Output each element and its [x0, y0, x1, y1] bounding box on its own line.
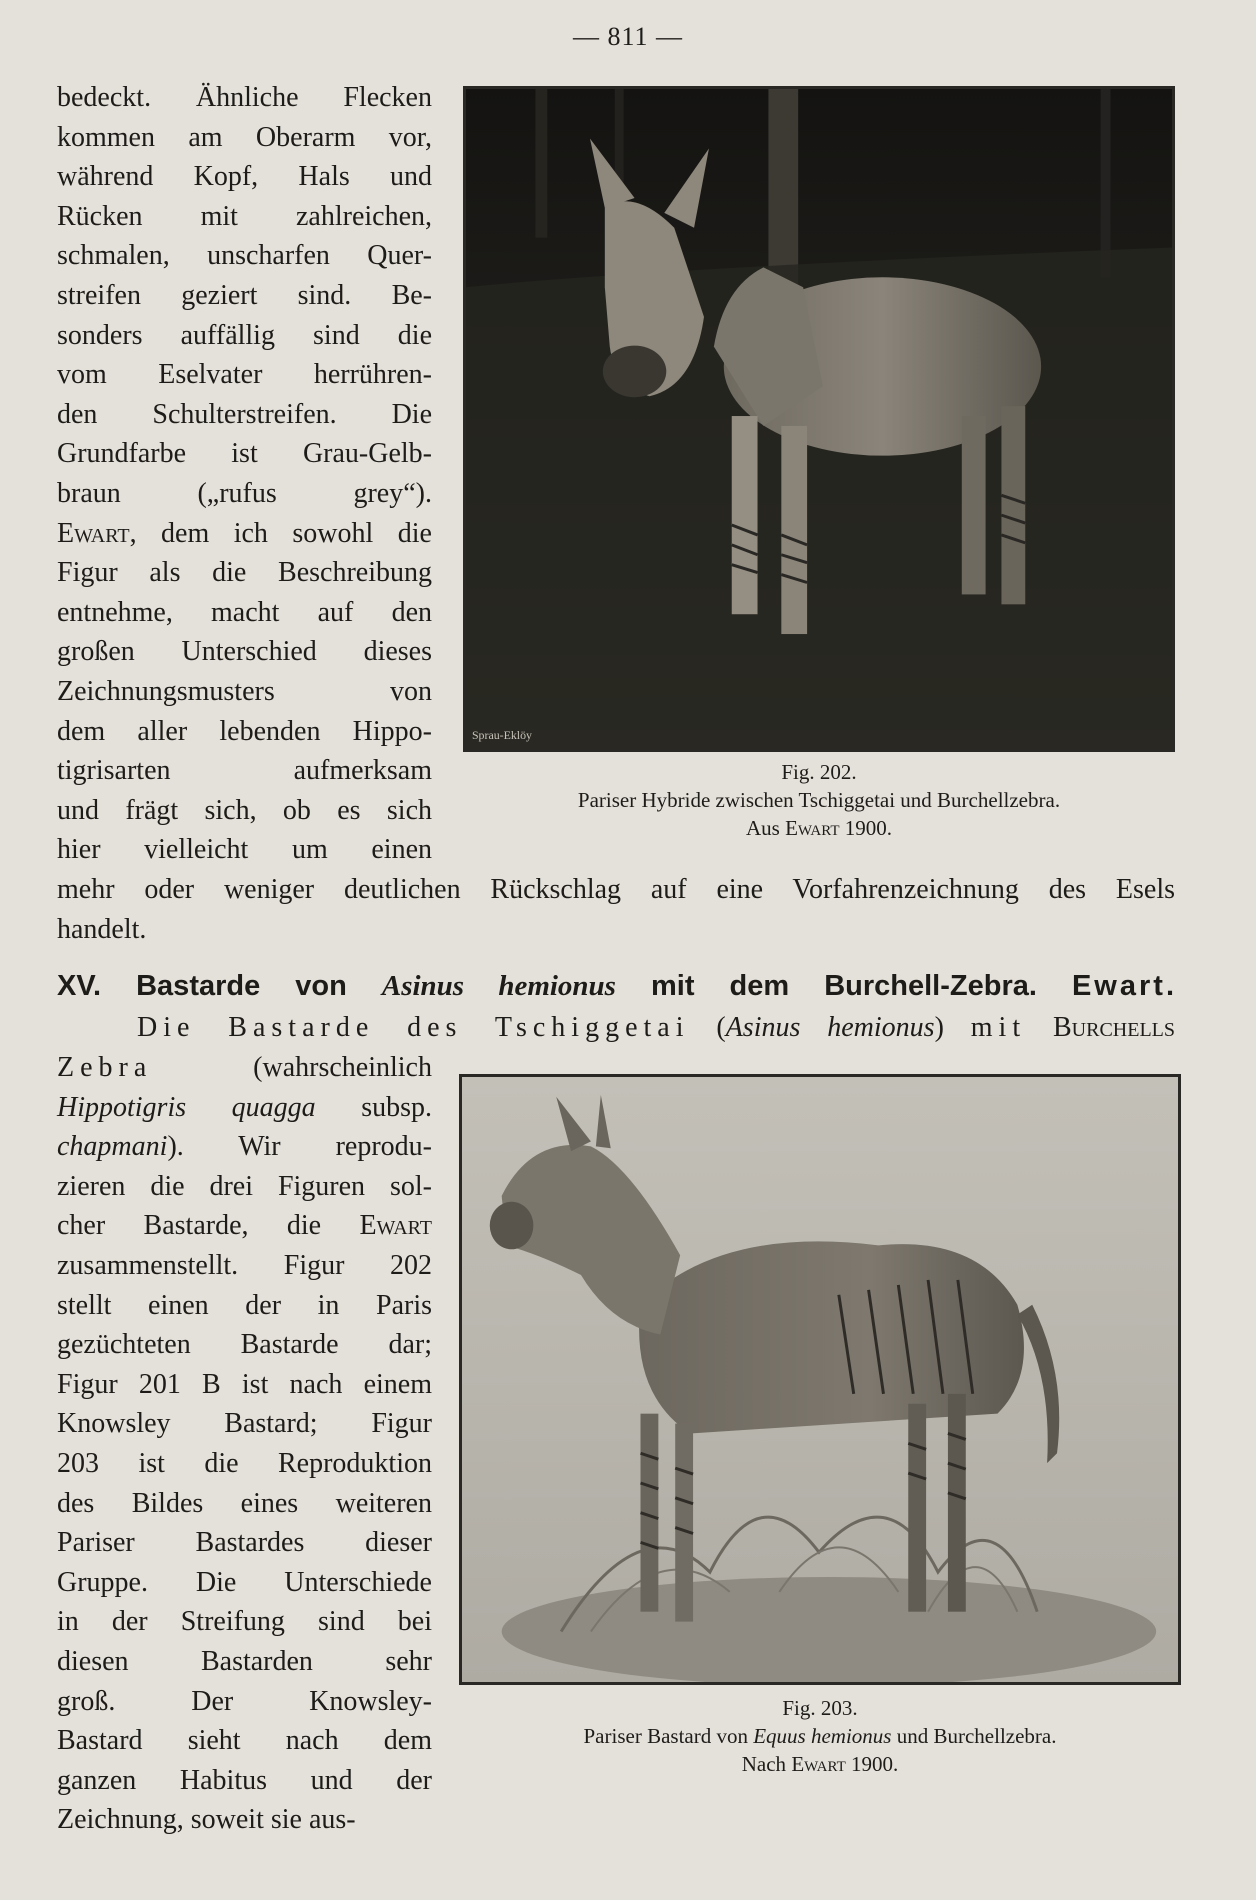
- figure-caption: Pariser Hybride zwischen Tschiggetai und Burchellzebra.: [577, 788, 1061, 812]
- figure-203-caption: [459, 1694, 1181, 1778]
- intro-spaced: Die Bastarde des Tschiggetai: [137, 1012, 690, 1043]
- text-line: Rücken mit zahlreichen,: [57, 200, 432, 232]
- heading-pre: XV. Bastarde von: [57, 970, 382, 1002]
- species-name: Hippotigris quagga: [57, 1091, 316, 1123]
- text-line: gezüchteten Bastarde dar;: [57, 1329, 432, 1361]
- text-fragment: ). Wir reprodu-: [167, 1131, 432, 1163]
- heading-author: Ewart.: [1071, 970, 1177, 1002]
- figure-source: [459, 1750, 1181, 1778]
- intro-line: [57, 1008, 1175, 1048]
- text-line: [57, 1127, 432, 1167]
- text-line: diesen Bastarden sehr: [57, 1645, 432, 1677]
- intro-paren-open: (: [689, 1012, 726, 1043]
- text-line: [57, 1048, 432, 1088]
- text-line: entnehme, macht auf den: [57, 596, 432, 628]
- heading-mid: mit dem Burchell-Zebra.: [615, 970, 1072, 1002]
- text-line: sonders auffällig sind die: [57, 319, 432, 351]
- text-line: ganzen Habitus und der: [57, 1764, 432, 1796]
- text-fragment: (wahrscheinlich: [152, 1052, 432, 1083]
- text-line: Pariser Bastardes dieser: [57, 1527, 432, 1559]
- photo-signature: Sprau-Eklöy: [471, 728, 532, 743]
- text-line: Zeichnung, soweit sie aus-: [57, 1804, 356, 1836]
- figure-number: Fig. 202.: [781, 760, 857, 784]
- text-line: zusammenstellt. Figur 202: [57, 1249, 432, 1281]
- text-line: Figur 201 B ist nach einem: [57, 1368, 432, 1400]
- text-line: und frägt sich, ob es sich: [57, 794, 432, 826]
- heading-species: Asinus hemionus: [381, 970, 616, 1002]
- text-line: großen Unterschied dieses: [57, 636, 432, 668]
- text-line: des Bildes eines weiteren: [57, 1487, 432, 1519]
- intro-burchells: Burchells: [1053, 1012, 1176, 1043]
- source-author: Ewart: [791, 1752, 846, 1776]
- figure-202-photo: [463, 86, 1175, 752]
- intro-mit: mit: [970, 1012, 1027, 1043]
- figure-203-plate: [459, 1074, 1181, 1685]
- text-line: tigrisarten aufmerksam: [57, 755, 432, 787]
- text-line: Gruppe. Die Unterschiede: [57, 1566, 432, 1598]
- text-line: [57, 1088, 432, 1128]
- text-line: [57, 514, 432, 554]
- source-author: Ewart: [785, 816, 840, 840]
- section-heading: [57, 966, 1177, 1006]
- page-number: — 811 —: [572, 22, 684, 51]
- author-ewart: Ewart: [359, 1210, 432, 1242]
- source-prefix: Aus: [745, 816, 786, 840]
- source-year: 1900.: [839, 816, 892, 840]
- text-line: schmalen, unscharfen Quer-: [57, 240, 432, 272]
- intro-paren-close: ): [934, 1012, 971, 1043]
- text-line: hier vielleicht um einen: [57, 834, 432, 866]
- text-line: groß. Der Knowsley-: [57, 1685, 432, 1717]
- full-text-line: mehr oder weniger deutlichen Rückschlag auf eine Vorfahrenzeichnung des Esels: [57, 874, 1175, 905]
- bottom-text-column: [57, 1048, 432, 1840]
- intro-species: Asinus hemionus: [725, 1012, 935, 1043]
- text-line: Knowsley Bastard; Figur: [57, 1408, 432, 1440]
- text-line: [57, 1206, 432, 1246]
- text-line: kommen am Oberarm vor,: [57, 121, 432, 153]
- caption-prefix: Pariser Bastard von: [583, 1724, 754, 1748]
- caption-suffix: und Burchellzebra.: [891, 1724, 1057, 1748]
- text-line: zieren die drei Figuren sol-: [57, 1170, 432, 1202]
- full-text-line: handelt.: [57, 914, 147, 945]
- source-prefix: Nach: [741, 1752, 792, 1776]
- source-year: 1900.: [845, 1752, 899, 1776]
- text-line: 203 ist die Reproduktion: [57, 1447, 432, 1479]
- caption-species: Equus hemionus: [753, 1724, 892, 1748]
- text-line: vom Eselvater herrühren-: [57, 359, 432, 391]
- text-line: braun („rufus grey“).: [57, 477, 432, 509]
- text-line: stellt einen der in Paris: [57, 1289, 432, 1321]
- zebra-word: Zebra: [57, 1052, 153, 1083]
- hybrid-photo-illustration: [466, 89, 1172, 749]
- subspecies-name: chapmani: [57, 1131, 168, 1163]
- text-line: in der Streifung sind bei: [57, 1606, 432, 1638]
- text-line: streifen geziert sind. Be-: [57, 279, 432, 311]
- figure-number: Fig. 203.: [782, 1696, 858, 1720]
- figure-source: [463, 814, 1175, 842]
- text-fragment: subsp.: [315, 1091, 432, 1123]
- text-line: den Schulterstreifen. Die: [57, 398, 432, 430]
- top-text-column: [57, 78, 432, 870]
- text-line: Grundfarbe ist Grau-Gelb-: [57, 438, 432, 470]
- figure-202-caption: [463, 758, 1175, 842]
- text-line: bedeckt. Ähnliche Flecken: [57, 82, 432, 113]
- figure-caption: [459, 1722, 1181, 1750]
- bastard-plate-illustration: [462, 1077, 1178, 1682]
- text-line: Zeichnungsmusters von: [57, 675, 432, 707]
- text-fragment: , dem ich sowohl die: [129, 517, 432, 549]
- text-line: während Kopf, Hals und: [57, 161, 432, 193]
- text-line: Bastard sieht nach dem: [57, 1725, 432, 1757]
- author-ewart: Ewart: [57, 517, 130, 549]
- text-line: Figur als die Beschreibung: [57, 557, 432, 589]
- text-fragment: cher Bastarde, die: [57, 1210, 360, 1242]
- text-line: dem aller lebenden Hippo-: [57, 715, 432, 747]
